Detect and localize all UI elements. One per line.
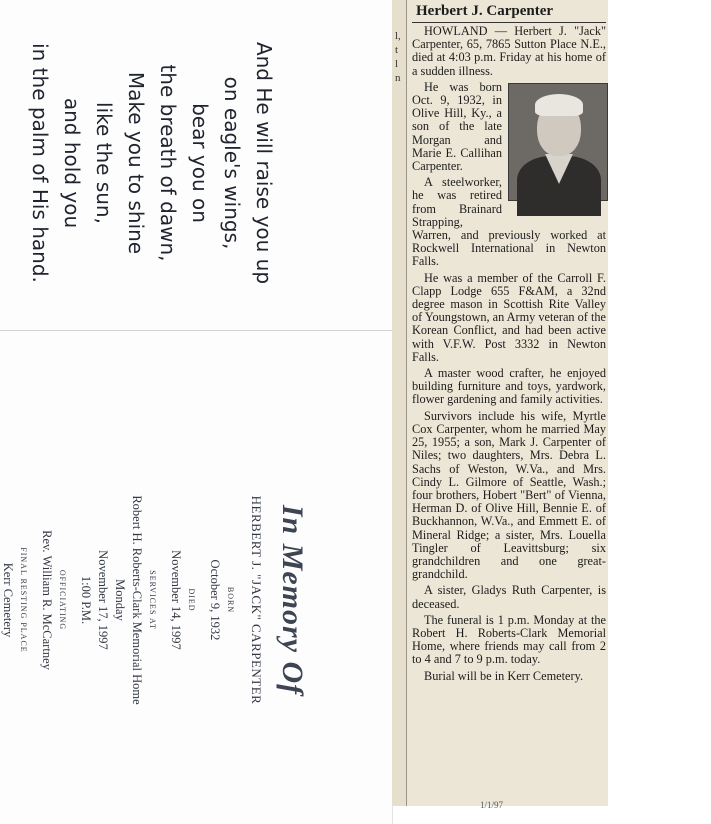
- memorial-details-block: [1, 380, 315, 820]
- obituary-paragraph: Survivors include his wife, Myrtle Cox Carpenter, whom he married May 25, 1955; a son, Mark J. Carpenter of Niles; two daughters, Mrs. Debra L. Sachs of Weston, W.Va., and Mrs. Cindy L. Gilmore of Seattle, Wash.; four brothers, Hobert "Bert" of Vienna, Herman D. of Olive Hill, Bennie E. of Buckhannon, W.Va., and Emmett E. of Mineral Ridge; a sister, Mrs. Louella Tingler of Leavittsburg; six grandchildren and one great-grandchild.: [412, 408, 606, 582]
- obituary-paragraph: A steelworker, he was retired from Brainard Strapping, Warren, and previously worked at Rockwell International in Newton Falls.: [412, 175, 606, 269]
- resting-place: Kerr Cemetery: [1, 562, 15, 638]
- services-day: Monday: [113, 579, 127, 621]
- verse-line: on eagle's wings,: [220, 76, 244, 250]
- obituary-paragraph: Burial will be in Kerr Cemetery.: [424, 668, 584, 683]
- officiating-label: OFFICIATING: [58, 569, 67, 631]
- services-date: November 17, 1997: [96, 550, 110, 650]
- verse-line: bear you on: [188, 103, 212, 223]
- deceased-name: HERBERT J. "JACK" CARPENTER: [249, 495, 264, 705]
- clipping-bottom-fragment: 1/1/97: [480, 800, 504, 810]
- services-place: Robert H. Roberts-Clark Memorial Home: [130, 495, 144, 705]
- portrait-photo: [508, 83, 608, 201]
- strip-fragment: l: [395, 58, 399, 70]
- born-date: October 9, 1932: [208, 559, 222, 641]
- in-memory-heading: In Memory Of: [276, 504, 309, 696]
- resting-place-label: FINAL RESTING PLACE: [19, 547, 28, 653]
- verse-line: in the palm of His hand.: [28, 43, 52, 283]
- memorial-details: [1, 380, 315, 820]
- strip-fragment: l,: [395, 30, 401, 42]
- verse-line: Make you to shine: [124, 71, 148, 255]
- adjacent-column-strip: [392, 0, 407, 806]
- verse-text: [20, 18, 280, 308]
- officiant-name: Rev. William R. McCartney: [40, 530, 54, 670]
- verse-line: and hold you: [60, 97, 84, 229]
- strip-fragment: t: [395, 44, 399, 56]
- verse-line: the breath of dawn,: [156, 64, 180, 262]
- headline-rule: [412, 22, 606, 23]
- verse-block: [20, 18, 280, 308]
- strip-fragment: n: [395, 72, 401, 84]
- verse-line: And He will raise you up: [252, 41, 276, 285]
- verse-line: like the sun,: [92, 102, 116, 224]
- card-fold-line: [0, 330, 392, 331]
- portrait-block: [508, 83, 606, 217]
- newspaper-clipping: [392, 0, 608, 806]
- obituary-paragraph: He was a member of the Carroll F. Clapp Lodge 655 F&AM, a 32nd degree mason in Scottish Rite Valley of Youngstown, an Army veteran of the Korean Conflict, and had been active with V.F.W. Post 3332 in Newton Falls.: [412, 270, 606, 364]
- obituary-paragraph: A sister, Gladys Ruth Carpenter, is deceased.: [412, 583, 606, 611]
- obituary-paragraph: A master wood crafter, he enjoyed building furniture and toys, yardwork, flower gardening and family activities.: [412, 366, 606, 407]
- obituary-article: [412, 2, 606, 686]
- died-label: DIED: [187, 588, 196, 612]
- services-time: 1:00 P.M.: [79, 575, 93, 625]
- died-date: November 14, 1997: [169, 550, 183, 650]
- born-label: BORN: [226, 586, 235, 614]
- obituary-paragraph: He was born Oct. 9, 1932, in Olive Hill, Ky., a son of the late Morgan and Marie E. Callihan Carpenter.: [412, 79, 502, 174]
- obituary-headline: Herbert J. Carpenter: [416, 3, 554, 19]
- obituary-paragraph: HOWLAND — Herbert J. "Jack" Carpenter, 65, 7865 Sutton Place N.E., died at 4:03 p.m. Friday at his home of a sudden illness.: [412, 24, 606, 78]
- services-label: SERVICES AT: [148, 570, 157, 630]
- obituary-paragraph: The funeral is 1 p.m. Monday at the Robert H. Roberts-Clark Memorial Home, where friends may call from 2 to 4 and 7 to 9 p.m. today.: [412, 612, 606, 667]
